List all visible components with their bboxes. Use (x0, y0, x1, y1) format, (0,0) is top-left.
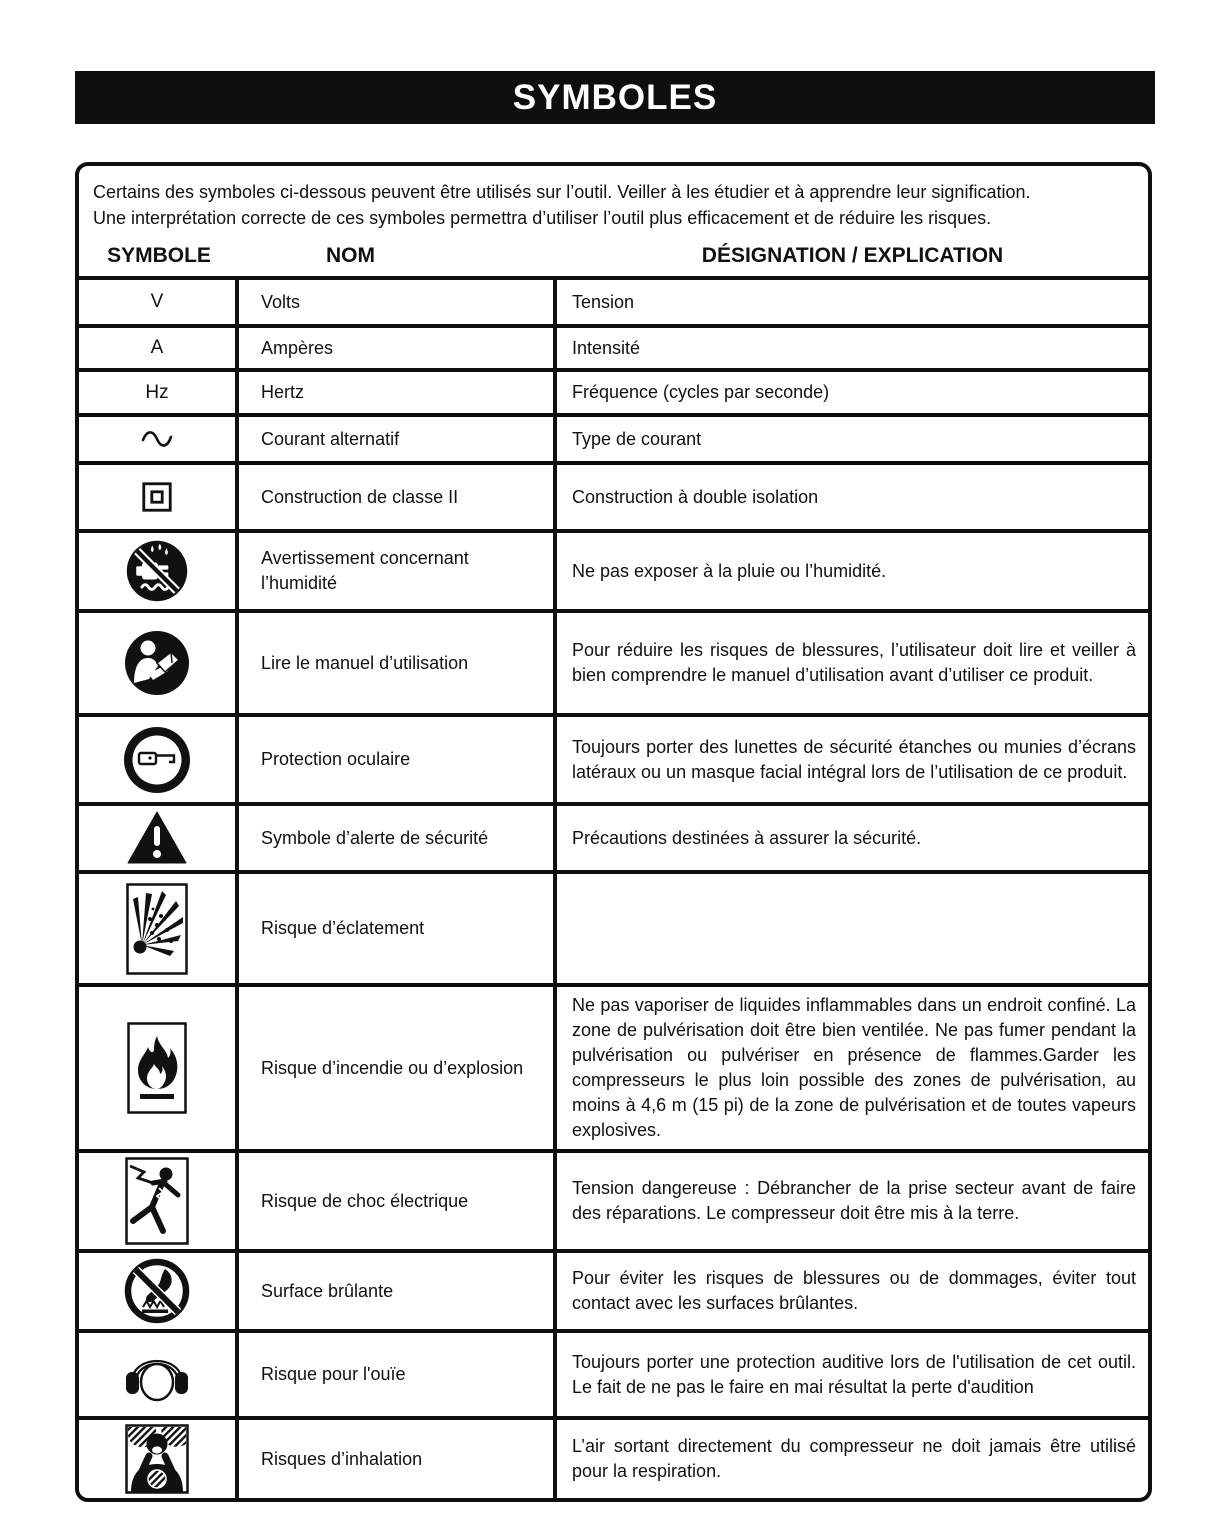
symbol-name: Volts (261, 291, 301, 312)
symbol-cell (79, 987, 239, 1149)
symbol-cell (79, 533, 239, 609)
table-row (79, 609, 1148, 713)
name-cell (239, 280, 557, 324)
column-headers (79, 244, 1148, 268)
flame-icon (127, 1022, 187, 1114)
name-cell (239, 874, 557, 983)
hot-surface-icon (123, 1257, 191, 1325)
symbol-cell (79, 1253, 239, 1329)
symbol-name: Hertz (261, 382, 305, 402)
symbol-explanation: Toujours porter une protection auditive lors de l'utilisation de cet outil. Le fait de ne pas le faire en mai résultat la perte d'audition (572, 1351, 1136, 1397)
explanation-cell (557, 465, 1148, 529)
symbol-explanation: Intensité (572, 337, 641, 358)
column-header-symbole: SYMBOLE (107, 244, 211, 267)
explanation-cell (557, 613, 1148, 713)
symbol-name: Symbole d’alerte de sécurité (261, 827, 489, 848)
intro-line-1: Certains des symboles ci-dessous peuvent être utilisés sur l’outil. Veiller à les étudier et à apprendre leur signification. (93, 182, 1031, 202)
hearing-protection-icon (120, 1346, 194, 1404)
symbol-explanation: Ne pas vaporiser de liquides inflammables dans un endroit confiné. La zone de pulvérisation doit être bien ventilée. Ne pas fumer pendant la pulvérisation ou pulvériser en présence de flammes.Garder les compresseurs le plus loin possible des zones de pulvérisation, au moins à 4,6 m (15 pi) de la zone de pulvérisation et de toutes vapeurs explosives. (572, 995, 1136, 1140)
explanation-cell (557, 533, 1148, 609)
symbol-explanation: Tension (572, 291, 635, 312)
symbol-cell (79, 417, 239, 461)
table-row (79, 1249, 1148, 1329)
explanation-cell (557, 874, 1148, 983)
table-row (79, 1149, 1148, 1249)
name-cell (239, 613, 557, 713)
name-cell (239, 717, 557, 802)
name-cell (239, 533, 557, 609)
name-cell (239, 1253, 557, 1329)
table-row (79, 368, 1148, 413)
inhalation-icon (125, 1424, 189, 1494)
class-ii-icon (140, 480, 174, 514)
symbol-explanation: Tension dangereuse : Débrancher de la prise secteur avant de faire des réparations. Le compresseur doit être mis à la terre. (572, 1178, 1136, 1223)
symbol-name: Protection oculaire (261, 749, 411, 769)
explanation-cell (557, 1420, 1148, 1498)
symbol-cell (79, 806, 239, 870)
table-row (79, 870, 1148, 983)
symbol-name: Risque de choc électrique (261, 1190, 469, 1211)
name-cell (239, 328, 557, 368)
table-row (79, 802, 1148, 870)
symbol-cell (79, 1153, 239, 1249)
symbol-name: Risques d’inhalation (261, 1448, 423, 1469)
symbol-text: A (150, 337, 164, 358)
ac-wave-icon (139, 428, 175, 450)
symbol-name: Lire le manuel d’utilisation (261, 652, 469, 673)
safety-alert-icon (126, 810, 188, 866)
name-cell (239, 465, 557, 529)
eye-protection-icon (120, 723, 194, 797)
burst-risk-icon (126, 883, 188, 975)
symbol-cell (79, 280, 239, 324)
symbol-name: Surface brûlante (261, 1280, 394, 1301)
symbol-explanation: L’air sortant directement du compresseur ne doit jamais être utilisé pour la respiration. (572, 1436, 1136, 1481)
symbols-grid (79, 276, 1148, 1498)
column-header-designation: DÉSIGNATION / EXPLICATION (701, 244, 1004, 267)
symbol-cell (79, 372, 239, 413)
explanation-cell (557, 1253, 1148, 1329)
table-row (79, 1329, 1148, 1416)
symbol-explanation: Précautions destinées à assurer la sécurité. (572, 827, 922, 848)
symbol-explanation: Construction à double isolation (572, 486, 819, 507)
table-row (79, 280, 1148, 324)
name-cell (239, 372, 557, 413)
column-header-nom: NOM (326, 244, 375, 267)
symbols-table (75, 162, 1152, 1502)
symbol-explanation: Pour éviter les risques de blessures ou de dommages, éviter tout contact avec les surfaces brûlantes. (572, 1268, 1136, 1313)
symbol-text: Hz (145, 381, 169, 403)
symbol-explanation: Pour réduire les risques de blessures, l’utilisateur doit lire et veiller à bien comprendre le manuel d’utilisation avant d’utiliser ce produit. (572, 640, 1136, 685)
explanation-cell (557, 717, 1148, 802)
symbol-explanation: Toujours porter des lunettes de sécurité étanches ou munies d’écrans latéraux ou un masque facial intégral lors de l’utilisation de ce produit. (572, 736, 1136, 782)
name-cell (239, 806, 557, 870)
explanation-cell (557, 280, 1148, 324)
explanation-cell (557, 1153, 1148, 1249)
table-row (79, 713, 1148, 802)
symbol-name: Risque d’éclatement (261, 918, 425, 938)
symbol-cell (79, 1420, 239, 1498)
explanation-cell (557, 1333, 1148, 1416)
name-cell (239, 987, 557, 1149)
symbol-explanation: Type de courant (572, 428, 702, 449)
name-cell (239, 417, 557, 461)
symbol-explanation: Fréquence (cycles par seconde) (572, 382, 830, 402)
explanation-cell (557, 806, 1148, 870)
symbol-cell (79, 1333, 239, 1416)
intro-line-2: Une interprétation correcte de ces symboles permettra d’utiliser l’outil plus efficacement et de réduire les risques. (93, 208, 992, 228)
symbol-cell (79, 328, 239, 368)
explanation-cell (557, 372, 1148, 413)
symbol-name: Avertissement concernant l’humidité (261, 548, 469, 593)
symbol-name: Construction de classe II (261, 486, 459, 507)
table-row (79, 413, 1148, 461)
symbol-cell (79, 717, 239, 802)
symbol-name: Risque d’incendie ou d’explosion (261, 1057, 524, 1078)
symbol-cell (79, 465, 239, 529)
table-row (79, 529, 1148, 609)
explanation-cell (557, 417, 1148, 461)
intro-text (79, 175, 1148, 231)
table-row (79, 983, 1148, 1149)
section-title-bar (75, 71, 1155, 124)
symbol-cell (79, 613, 239, 713)
symbol-name: Courant alternatif (261, 428, 400, 449)
name-cell (239, 1420, 557, 1498)
table-row (79, 324, 1148, 368)
symbol-explanation: Ne pas exposer à la pluie ou l’humidité. (572, 560, 887, 581)
name-cell (239, 1333, 557, 1416)
moisture-warning-icon (123, 537, 191, 605)
name-cell (239, 1153, 557, 1249)
page-title: SYMBOLES (512, 77, 718, 117)
electric-shock-icon (125, 1157, 189, 1245)
symbol-name: Risque pour l'ouïe (261, 1364, 406, 1384)
symbol-cell (79, 874, 239, 983)
table-row (79, 1416, 1148, 1498)
symbol-name: Ampères (261, 337, 334, 358)
table-row (79, 461, 1148, 529)
read-manual-icon (121, 627, 193, 699)
symbol-text: V (150, 291, 164, 312)
explanation-cell (557, 987, 1148, 1149)
explanation-cell (557, 328, 1148, 368)
